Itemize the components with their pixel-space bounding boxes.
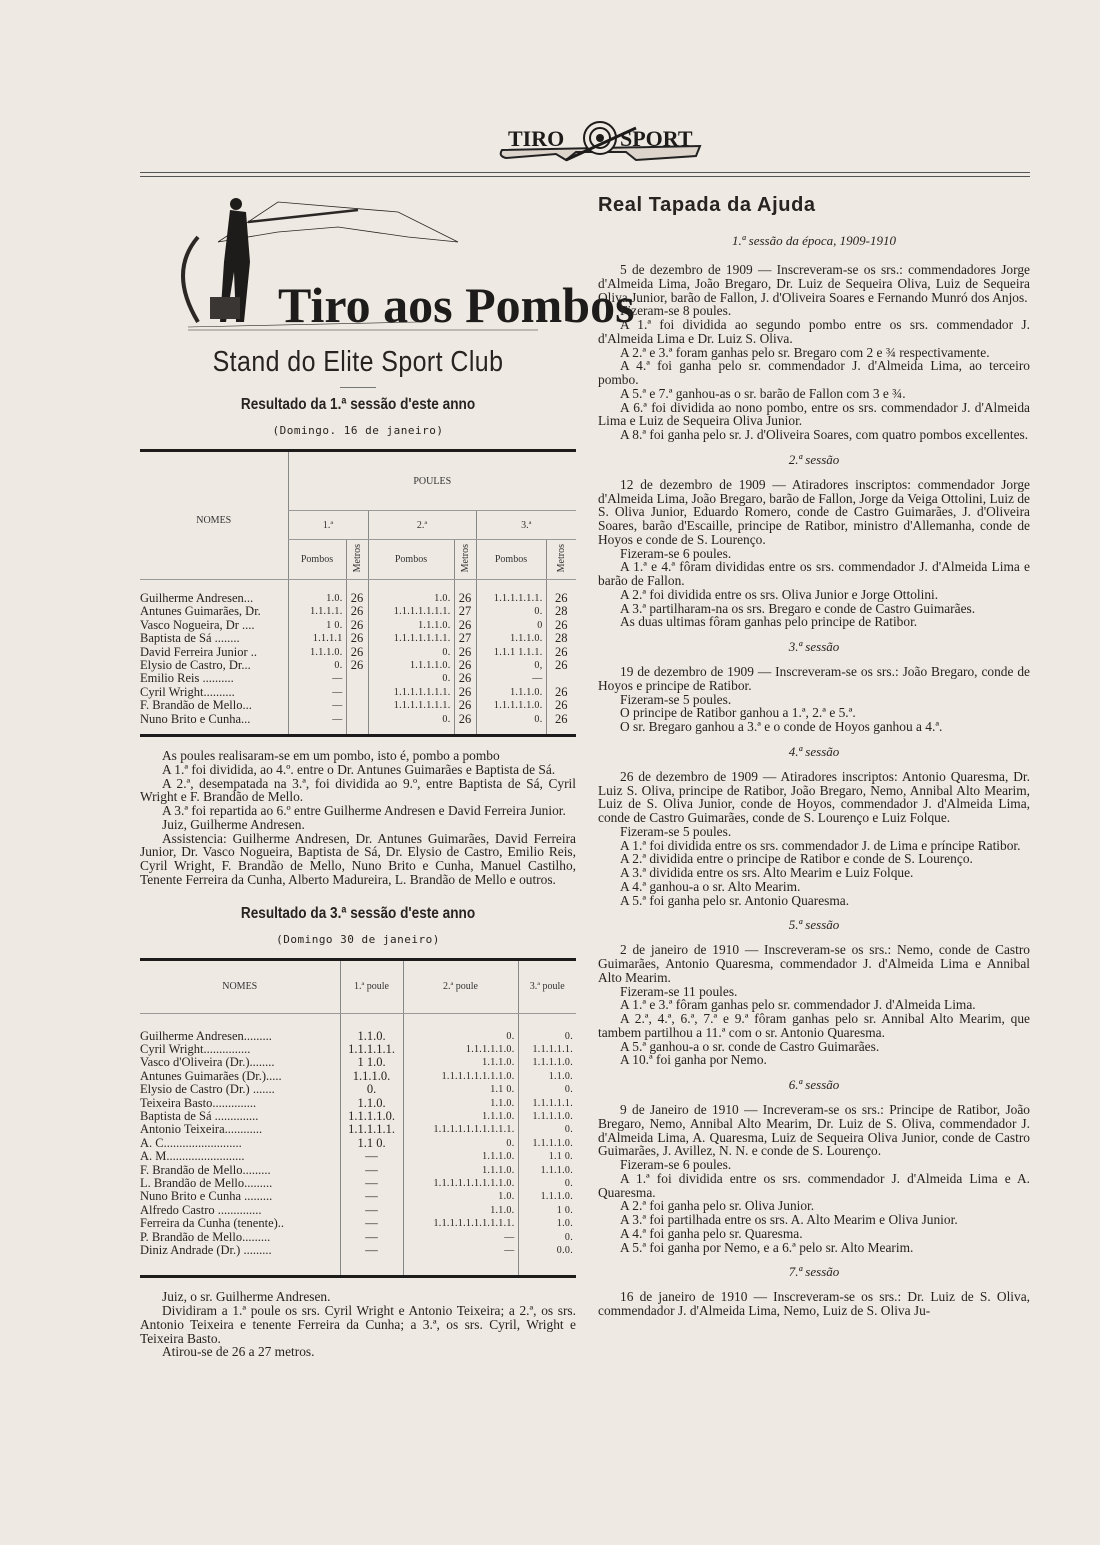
table-row <box>140 1070 576 1083</box>
masthead-logo <box>496 116 704 164</box>
paragraph: A 2.ª e 3.ª foram ganhas pelo sr. Bregaro com 2 e ¾ respectivamente. <box>620 344 990 360</box>
illustration-lettering: Tiro aos Pombos <box>278 277 635 333</box>
cell-name: Baptista de Sá .............. <box>140 1109 259 1123</box>
cell-m1: 26 <box>346 580 368 606</box>
paragraph: Fizeram-se 8 poules. <box>620 303 732 319</box>
col-poule-2: 2.ª <box>368 511 476 540</box>
session-heading: 2.ª sessão <box>788 451 840 467</box>
cell-m1: 26 <box>346 619 368 632</box>
cell-m2: 26 <box>454 580 476 606</box>
cell-s2: 1.1.0. <box>403 1204 518 1217</box>
cell-m1 <box>346 713 368 726</box>
svg-text:TIRO: TIRO <box>508 126 565 151</box>
paragraph: Assistencia: Guilherme Andresen, Dr. Antunes Guimarães, David Ferreira Junior, Dr. Vasco Nogueira, Baptista de Sá, Dr. Elysio de Castro, Emilio Reis, Cyril Wright, F. Brandão de Mello, Nuno Brito e Cunha, Manuel Castilho, Tenente Ferreira da Cunha, Alberto Madureira, L. Brandão de Mello e outros. <box>140 830 576 887</box>
cell-m3: 28 <box>546 632 576 645</box>
col-pombos: Pombos <box>288 540 346 580</box>
cell-s3: 0, <box>476 659 546 672</box>
cell-s2: 1.1.1.1.1.1.1.1.1.1. <box>403 1123 518 1136</box>
result3-table <box>140 958 576 1279</box>
cell-s3: 0 <box>476 619 546 632</box>
club-title: Stand do Elite Sport Club <box>212 346 504 378</box>
cell-name: Antunes Guimarães (Dr.)..... <box>140 1068 282 1083</box>
cell-s2: 1.1.0. <box>403 1097 518 1110</box>
cell-s2: — <box>403 1231 518 1244</box>
spacer <box>140 726 288 736</box>
cell-s2: 1.1.1.0. <box>403 1056 518 1069</box>
cell-s3: 0. <box>518 1177 576 1190</box>
cell-s3: 1.1.1.1.1.1. <box>476 580 546 606</box>
cell-name: Antonio Teixeira............ <box>140 1122 263 1137</box>
cell-s3: 1.1.1.1.1. <box>518 1043 576 1056</box>
table-row <box>140 713 576 726</box>
table-row <box>140 1083 576 1096</box>
cell-s1: 1.1.1.1.0. <box>340 1110 403 1123</box>
cell-s1: 0. <box>288 659 346 672</box>
col-nomes: NOMES <box>140 451 288 580</box>
spacer <box>368 726 454 736</box>
col-poule-1: 1.ª poule <box>340 959 403 1013</box>
cell-s1: — <box>288 699 346 712</box>
left-column <box>140 182 635 1360</box>
cell-m2: 27 <box>454 605 476 618</box>
cell-s1: — <box>340 1204 403 1217</box>
cell-m3: 26 <box>546 646 576 659</box>
cell-s2: 1.0. <box>368 580 454 606</box>
cell-name: Elysio de Castro (Dr.) ....... <box>140 1082 275 1097</box>
cell-s2: 1.1.1.0. <box>403 1164 518 1177</box>
cell-s2: — <box>403 1244 518 1257</box>
session-heading: 7.ª sessão <box>788 1264 840 1280</box>
paragraph: A 4.ª foi ganha pelo sr. commendador J. d'Almeida Lima, ao terceiro pombo. <box>598 358 1030 387</box>
paragraph: Juiz, Guilherme Andresen. <box>162 816 305 832</box>
cell-name: L. Brandão de Mello......... <box>140 1176 273 1191</box>
session-heading: 6.ª sessão <box>788 1077 840 1092</box>
cell-s2: 1.0. <box>403 1190 518 1203</box>
cell-s1: 1.1.0. <box>340 1097 403 1110</box>
cell-s2: 1.1.1.1.1.1.1. <box>368 605 454 618</box>
result1-title: Resultado da 1.ª sessão d'este anno <box>240 396 476 413</box>
cell-m3: 28 <box>546 605 576 618</box>
cell-s3: 1.1.1.0. <box>476 632 546 645</box>
result3-notes <box>140 1290 576 1359</box>
spacer <box>140 1257 340 1277</box>
cell-m2: 26 <box>454 686 476 699</box>
paragraph: A 3.ª foi repartida ao 6.º entre Guilherme Andresen e David Ferreira Junior. <box>162 803 566 819</box>
cell-name: Cyril Wright.......... <box>140 684 235 699</box>
cell-name: Alfredo Castro .............. <box>140 1202 262 1217</box>
cell-s1: — <box>340 1164 403 1177</box>
paragraph: A 4.ª foi ganha pelo sr. Quaresma. <box>620 1225 803 1241</box>
session-heading: 5.ª sessão <box>788 917 840 933</box>
cell-name: F. Brandão de Mello... <box>140 698 252 713</box>
cell-name: P. Brandão de Mello......... <box>140 1229 271 1244</box>
header-rule <box>140 172 1030 177</box>
cell-s2: 0. <box>368 672 454 685</box>
paragraph: Fizeram-se 5 poules. <box>620 691 732 707</box>
paragraph: A 1.ª foi dividida, ao 4.º. entre o Dr. Antunes Guimarães e Baptista de Sá. <box>162 761 556 777</box>
cell-s2: 1.1.1.0. <box>403 1150 518 1163</box>
cell-s3: 1.1.1.1.0. <box>518 1110 576 1123</box>
spacer <box>346 726 368 736</box>
col-pombos: Pombos <box>368 540 454 580</box>
paragraph: A 5.ª e 7.ª ganhou-as o sr. barão de Fallon com 3 e ¾. <box>620 385 906 401</box>
cell-s2: 1.1.1.1.1.1.1. <box>368 699 454 712</box>
cell-s2: 1.1 0. <box>403 1083 518 1096</box>
cell-s2: 0. <box>368 646 454 659</box>
svg-text:SPORT: SPORT <box>620 126 693 151</box>
paragraph: Dividiram a 1.ª poule os srs. Cyril Wright e Antonio Teixeira; a 2.ª, os srs. Antonio Teixeira e tenente Ferreira da Cunha; a 3.ª, os srs. Cyril, Wright e Teixeira Basto. <box>140 1303 576 1346</box>
cell-m1 <box>346 699 368 712</box>
cell-m2: 26 <box>454 699 476 712</box>
col-poule-2: 2.ª poule <box>403 959 518 1013</box>
table-row <box>140 1190 576 1203</box>
cell-name: Ferreira da Cunha (tenente).. <box>140 1216 285 1231</box>
cell-s1: — <box>288 686 346 699</box>
cell-m3 <box>546 672 576 685</box>
cell-s2: 0. <box>403 1137 518 1150</box>
cell-m3: 26 <box>546 686 576 699</box>
paragraph: Fizeram-se 6 poules. <box>620 1157 732 1172</box>
paragraph: O principe de Ratibor ganhou a 1.ª, 2.ª e 5.ª. <box>620 705 856 721</box>
cell-s2: 1.1.1.0. <box>368 619 454 632</box>
cell-s2: 1.1.1.1.1.1.1. <box>368 632 454 645</box>
paragraph: A 1.ª e 4.ª fôram divididas entre os srs. commendador J. d'Almeida Lima e barão de Fallon. <box>598 559 1030 588</box>
paragraph: A 1.ª foi dividida entre os srs. commendador J. d'Almeida Lima e A. Quaresma. <box>598 1170 1030 1200</box>
cell-s1: 1.1.1.0. <box>288 646 346 659</box>
cell-s2: 1.1.1.1.1.1.1. <box>368 686 454 699</box>
paragraph: A 3.ª foi partilhada entre os srs. A. Alto Mearim e Oliva Junior. <box>620 1212 958 1227</box>
col-metros: Metros <box>459 543 471 573</box>
paragraph: A 1.ª foi dividida entre os srs. commendador J. de Lima e príncipe Ratibor. <box>620 837 1021 853</box>
paragraph: O sr. Bregaro ganhou a 3.ª e o conde de Hoyos ganhou a 4.ª. <box>620 719 943 734</box>
cell-m3: 26 <box>546 713 576 726</box>
paragraph: A 2.ª, 4.ª, 6.ª, 7.ª e 9.ª fôram ganhas pelo sr. Annibal Alto Mearim, que tambem partilhou a 11.ª com o sr. Antonio Quaresma. <box>598 1011 1030 1040</box>
cell-s2: 1.1.1.1.0. <box>368 659 454 672</box>
table-row <box>140 632 576 645</box>
table-row <box>140 672 576 685</box>
paragraph: A 10.ª foi ganha por Nemo. <box>620 1052 767 1068</box>
result1-notes <box>140 749 576 887</box>
paragraph: A 5.ª foi ganha por Nemo, e a 6.ª pelo sr. Alto Mearim. <box>620 1239 914 1255</box>
cell-m3: 26 <box>546 619 576 632</box>
paragraph: A 2.ª foi dividida entre os srs. Oliva Junior e Jorge Ottolini. <box>620 586 939 602</box>
cell-s1: 1 1.0. <box>340 1056 403 1069</box>
cell-s1: 1.1.1.1.1. <box>340 1043 403 1056</box>
cell-name: Diniz Andrade (Dr.) ......... <box>140 1243 272 1258</box>
cell-name: Elysio de Castro, Dr... <box>140 658 251 673</box>
table-row <box>140 619 576 632</box>
session-heading: 4.ª sessão <box>788 743 840 759</box>
result1-table <box>140 449 576 737</box>
cell-s3: 1.1.1.1.0. <box>518 1056 576 1069</box>
cell-s1: — <box>340 1150 403 1163</box>
cell-s3: 1.1 0. <box>518 1150 576 1163</box>
cell-m2: 26 <box>454 619 476 632</box>
cell-s3: 0. <box>476 713 546 726</box>
cell-m2: 26 <box>454 646 476 659</box>
cell-name: A. C......................... <box>140 1135 242 1150</box>
paragraph: A 2.ª, desempatada na 3.ª, foi dividida ao 9.º, entre Baptista de Sá, Cyril Wright e F. Brandão de Mello. <box>140 775 576 805</box>
cell-name: Nuno Brito e Cunha... <box>140 711 251 726</box>
cell-s3: 1.1.1.0. <box>476 686 546 699</box>
table-row <box>140 659 576 672</box>
cell-s3: 1.1.1 1.1.1. <box>476 646 546 659</box>
paragraph: 5 de dezembro de 1909 — Inscreveram-se os srs.: commendadores Jorge d'Almeida Lima, João Bregaro, Dr. Luiz de Sequeira Oliva, Luiz de Sequeira Oliva Junior, barão de Fallon, J. d'Oliveira Soares e Fernando Munró dos Anjos. <box>598 262 1030 305</box>
col-poules: POULES <box>288 451 576 511</box>
tiro-aos-pombos-illustration <box>158 182 635 340</box>
cell-name: Vasco Nogueira, Dr .... <box>140 617 255 632</box>
cell-m1 <box>346 686 368 699</box>
cell-name: Guilherme Andresen......... <box>140 1028 272 1043</box>
table-row <box>140 1244 576 1257</box>
col-poule-3: 3.ª <box>476 511 576 540</box>
col-pombos: Pombos <box>476 540 546 580</box>
paragraph: As poules realisaram-se em um pombo, isto é, pombo a pombo <box>162 748 500 764</box>
cell-m2: 26 <box>454 672 476 685</box>
cell-s1: 1 0. <box>288 619 346 632</box>
cell-s1: 1.1.1.1.1. <box>340 1123 403 1136</box>
cell-s1: 0. <box>340 1083 403 1096</box>
cell-s2: 1.1.1.1.1.1.1.1.0. <box>403 1070 518 1083</box>
table-row <box>140 699 576 712</box>
cell-m1 <box>346 672 368 685</box>
cell-s3: 1.1.1.1.0. <box>518 1137 576 1150</box>
session-heading: 3.ª sessão <box>788 639 840 654</box>
cell-s1: — <box>288 713 346 726</box>
cell-s2: 1.1.1.1.1.1.1.1.1.1. <box>403 1217 518 1230</box>
cell-s2: 1.1.1.1.1.1.1.1.1.0. <box>403 1177 518 1190</box>
cell-s1: 1.1.1.1 <box>288 632 346 645</box>
paragraph: 12 de dezembro de 1909 — Atiradores inscriptos: commendador Jorge d'Almeida Lima, João Bregaro, barão de Fallon, Jorge da Veiga Ottolini, Luiz de S. Oliva Junior, Eduardo Romero, conde de Castro Guimarães, J. d'Oliveira Soares, barão d'Escaille, principe de Ratibor, ministro d'Allemanha, conde de Hoyos e conde de S. Lourenço. <box>598 476 1030 547</box>
table-row <box>140 1177 576 1190</box>
cell-s3: 1 0. <box>518 1204 576 1217</box>
table-row <box>140 1123 576 1136</box>
cell-s1: 1.1.0. <box>340 1013 403 1043</box>
col-nomes: NOMES <box>140 959 340 1013</box>
cell-s3: 1.1.1.0. <box>518 1164 576 1177</box>
divider <box>340 387 376 388</box>
table-row <box>140 1097 576 1110</box>
cell-s3: 0. <box>518 1231 576 1244</box>
cell-s1: — <box>288 672 346 685</box>
table-row <box>140 1217 576 1230</box>
paragraph: Atirou-se de 26 a 27 metros. <box>162 1344 315 1360</box>
spacer <box>518 1257 576 1277</box>
paragraph: A 2.ª foi ganha pelo sr. Oliva Junior. <box>620 1198 815 1214</box>
table-row <box>140 1204 576 1217</box>
col-metros: Metros <box>351 543 363 573</box>
paragraph: As duas ultimas fôram ganhas pelo principe de Ratibor. <box>620 614 918 630</box>
table-row <box>140 1110 576 1123</box>
cell-m1: 26 <box>346 659 368 672</box>
paragraph: A 1.ª e 3.ª fôram ganhas pelo sr. commendador J. d'Almeida Lima. <box>620 997 976 1013</box>
cell-m1: 26 <box>346 632 368 645</box>
cell-m2: 27 <box>454 632 476 645</box>
table-row <box>140 1013 576 1043</box>
cell-s3: 1.1.1.1.1. <box>518 1097 576 1110</box>
table-row <box>140 1056 576 1069</box>
table-row <box>140 686 576 699</box>
spacer <box>546 726 576 736</box>
cell-name: Guilherme Andresen... <box>140 591 254 605</box>
cell-s3: — <box>476 672 546 685</box>
cell-s1: 1.0. <box>288 580 346 606</box>
cell-name: Nuno Brito e Cunha ......... <box>140 1189 273 1204</box>
col-poule-1: 1.ª <box>288 511 368 540</box>
cell-s2: 1.1.1.1.1.0. <box>403 1043 518 1056</box>
cell-name: Cyril Wright............... <box>140 1041 251 1056</box>
cell-name: Vasco d'Oliveira (Dr.)........ <box>140 1055 275 1070</box>
cell-s3: 1.1.0. <box>518 1070 576 1083</box>
cell-s3: 1.1.1.0. <box>518 1190 576 1203</box>
paragraph: Fizeram-se 6 poules. <box>620 545 732 561</box>
paragraph: A 8.ª foi ganha pelo sr. J. d'Oliveira Soares, com quatro pombos excellentes. <box>620 427 1029 442</box>
cell-s1: 1.1.1.1. <box>288 605 346 618</box>
paragraph: A 4.ª ganhou-a o sr. Alto Mearim. <box>620 878 801 894</box>
cell-m3: 26 <box>546 699 576 712</box>
cell-name: David Ferreira Junior .. <box>140 644 257 659</box>
cell-s3: 1.1.1.1.1.0. <box>476 699 546 712</box>
session-heading: 1.ª sessão da época, 1909-1910 <box>732 233 896 248</box>
section-title: Real Tapada da Ajuda <box>598 194 816 216</box>
paragraph: A 1.ª foi dividida ao segundo pombo entre os srs. commendador J. d'Almeida Lima e Dr. Luiz S. Oliva. <box>598 317 1030 346</box>
table-row <box>140 605 576 618</box>
cell-m1: 26 <box>346 646 368 659</box>
paragraph: 16 de janeiro de 1910 — Inscreveram-se os srs.: Dr. Luiz de S. Oliva, commendador J. d'Almeida Lima, Nemo, Luiz de S. Oliva Ju- <box>598 1289 1030 1318</box>
cell-s1: 1.1 0. <box>340 1137 403 1150</box>
cell-s3: 0. <box>476 605 546 618</box>
paragraph: Fizeram-se 5 poules. <box>620 823 732 839</box>
cell-m1: 26 <box>346 605 368 618</box>
result3-title: Resultado da 3.ª sessão d'este anno <box>240 904 476 922</box>
paragraph: A 6.ª foi dividida ao nono pombo, entre os srs. commendador J. d'Almeida Lima e Luiz de Sequeira Oliva Junior. <box>598 399 1030 429</box>
cell-s3: 0. <box>518 1013 576 1043</box>
cell-s1: 1.1.1.0. <box>340 1070 403 1083</box>
cell-s2: 1.1.1.0. <box>403 1110 518 1123</box>
right-column <box>598 182 1030 1318</box>
result3-date: (Domingo 30 de janeiro) <box>276 932 440 946</box>
spacer-row <box>140 726 576 736</box>
paragraph: 19 de dezembro de 1909 — Inscreveram-se os srs.: João Bregaro, conde de Hoyos e principe de Ratibor. <box>598 664 1030 693</box>
cell-s1: — <box>340 1177 403 1190</box>
paragraph: A 2.ª dividida entre o principe de Ratibor e conde de S. Lourenço. <box>620 851 973 867</box>
paragraph: 2 de janeiro de 1910 — Inscreveram-se os srs.: Nemo, conde de Castro Guimarães, Antonio Quaresma, commendador J. d'Almeida Lima e Annibal Alto Mearim. <box>598 942 1030 985</box>
spacer-row <box>140 1257 576 1277</box>
cell-name: Emilio Reis .......... <box>140 671 234 686</box>
spacer <box>340 1257 403 1277</box>
result1-date: (Domingo. 16 de janeiro) <box>272 424 444 437</box>
table-row <box>140 1137 576 1150</box>
cell-name: F. Brandão de Mello......... <box>140 1162 271 1177</box>
col-poule-3: 3.ª poule <box>518 959 576 1013</box>
paragraph: Fizeram-se 11 poules. <box>620 983 738 999</box>
cell-name: Antunes Guimarães, Dr. <box>140 604 261 619</box>
cell-s1: — <box>340 1231 403 1244</box>
paragraph: Juiz, o sr. Guilherme Andresen. <box>162 1289 331 1305</box>
cell-s3: 0. <box>518 1123 576 1136</box>
table-row <box>140 1231 576 1244</box>
table-row <box>140 646 576 659</box>
paragraph: A 5.ª ganhou-a o sr. conde de Castro Guimarães. <box>620 1038 880 1054</box>
cell-s2: 0. <box>403 1013 518 1043</box>
cell-s1: — <box>340 1244 403 1257</box>
cell-name: Teixeira Basto.............. <box>140 1095 257 1110</box>
spacer <box>454 726 476 736</box>
spacer <box>403 1257 518 1277</box>
cell-m3: 26 <box>546 580 576 606</box>
paragraph: 26 de dezembro de 1909 — Atiradores inscriptos: Antonio Quaresma, Dr. Luiz S. Oliva, principe de Ratibor, João Bregaro, Nemo, Annibal Alto Mearim, Luiz de S. Oliva Junior, conde de Hoyos, commendador J. d'Almeida Lima, conde de Castro Guimarães, conde de S. Lourenço e Luiz Folque. <box>598 768 1030 825</box>
cell-name: A. M......................... <box>140 1149 245 1164</box>
table-row <box>140 580 576 606</box>
paragraph: 9 de Janeiro de 1910 — Increveram-se os srs.: Principe de Ratibor, João Bregaro, Nemo, Annibal Alto Mearim, Dr. Luiz de S. Oliva, commendador J. d'Almeida Lima, A. Quaresma, Luiz de Sequeira Oliva Junior, conde de Castro Guimarães, J. Avillez, N. N. e conde de S. Lourenço. <box>598 1102 1030 1159</box>
table-row <box>140 1043 576 1056</box>
spacer <box>476 726 546 736</box>
paragraph: A 5.ª foi ganha pelo sr. Antonio Quaresma. <box>620 892 850 908</box>
col-metros: Metros <box>555 543 567 573</box>
table-row <box>140 1164 576 1177</box>
cell-m3: 26 <box>546 659 576 672</box>
cell-s3: 1.0. <box>518 1217 576 1230</box>
cell-s3: 0. <box>518 1083 576 1096</box>
cell-s2: 0. <box>368 713 454 726</box>
table-row <box>140 1150 576 1163</box>
paragraph: A 3.ª partilharam-na os srs. Bregaro e conde de Castro Guimarães. <box>620 600 976 616</box>
spacer <box>288 726 346 736</box>
paragraph: A 3.ª dividida entre os srs. Alto Mearim e Luiz Folque. <box>620 865 914 880</box>
cell-m2: 26 <box>454 713 476 726</box>
cell-s1: — <box>340 1190 403 1203</box>
cell-m2: 26 <box>454 659 476 672</box>
cell-s1: — <box>340 1217 403 1230</box>
cell-s3: 0.0. <box>518 1244 576 1257</box>
cell-name: Baptista de Sá ........ <box>140 631 240 646</box>
